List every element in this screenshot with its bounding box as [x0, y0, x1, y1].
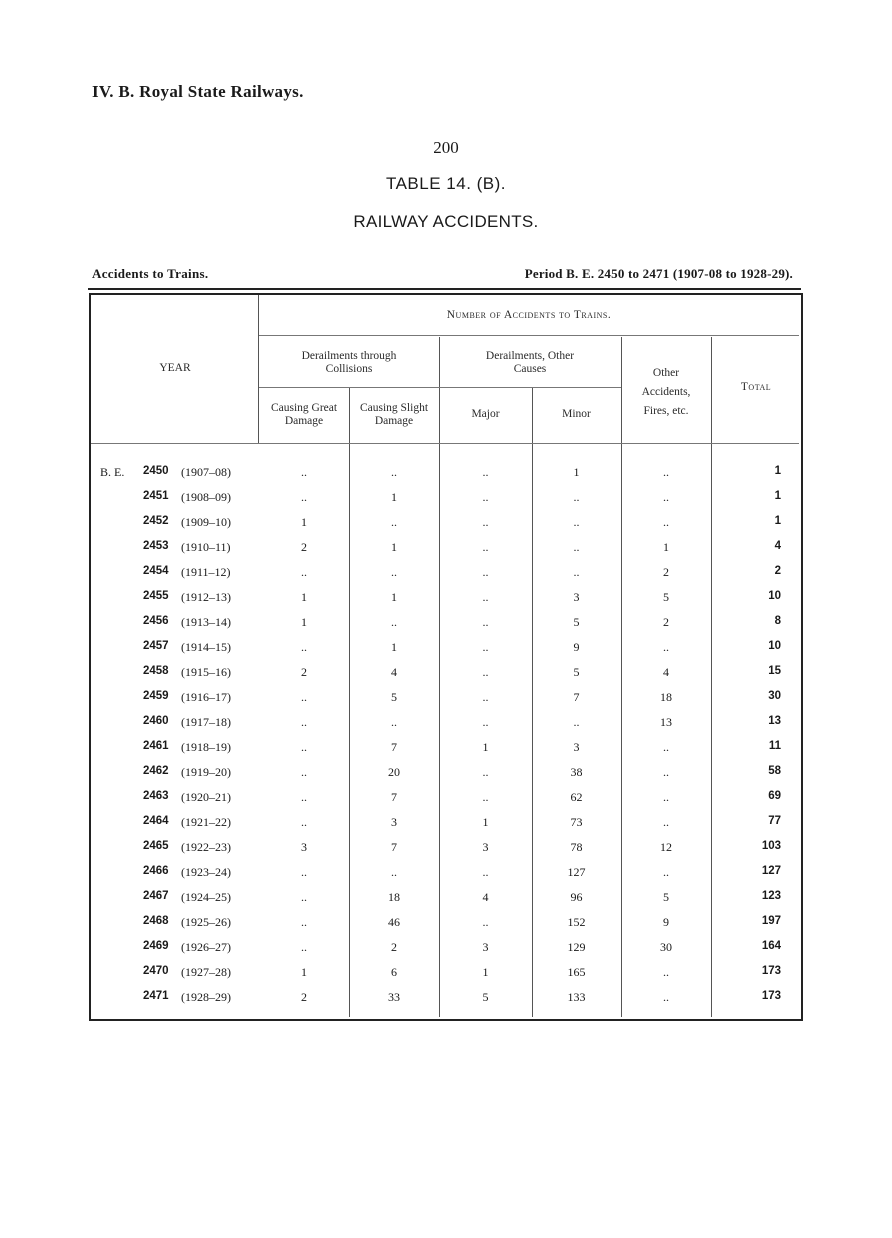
cell-major: .. — [482, 490, 489, 504]
cell-year: 2458 — [143, 665, 169, 677]
table-row — [91, 590, 805, 615]
cell-slight-damage: 1 — [391, 590, 397, 604]
cell-great-damage: .. — [301, 740, 307, 754]
cell-period: (1913–14) — [181, 615, 231, 629]
cell-great-damage: 2 — [301, 665, 307, 679]
table-row — [91, 565, 805, 590]
cell-slight-damage: .. — [391, 715, 397, 729]
cell-minor: 78 — [570, 840, 583, 854]
cell-total: 173 — [761, 990, 781, 1002]
cell-total: 10 — [768, 590, 781, 602]
table-row — [91, 515, 805, 540]
cell-other-accidents: 5 — [663, 890, 669, 904]
header-total: Total — [740, 381, 772, 393]
cell-major: .. — [482, 590, 489, 604]
cell-minor: .. — [573, 515, 580, 529]
header-major: Major — [471, 408, 500, 420]
cell-total: 13 — [768, 715, 781, 727]
table-row — [91, 690, 805, 715]
divider — [91, 443, 799, 444]
cell-other-accidents: .. — [663, 990, 669, 1004]
cell-slight-damage: .. — [391, 865, 397, 879]
cell-period: (1915–16) — [181, 665, 231, 679]
cell-minor: 9 — [573, 640, 580, 654]
header-number-of-accidents: Number of Accidents to Trains. — [446, 309, 612, 321]
cell-slight-damage: 1 — [391, 540, 397, 554]
cell-period: (1928–29) — [181, 990, 231, 1004]
cell-minor: 129 — [567, 940, 586, 954]
cell-period: (1908–09) — [181, 490, 231, 504]
cell-major: .. — [482, 715, 489, 729]
page-number: 200 — [433, 138, 459, 157]
cell-minor: 38 — [570, 765, 583, 779]
cell-other-accidents: .. — [663, 865, 669, 879]
cell-period: (1911–12) — [181, 565, 231, 579]
cell-total: 1 — [774, 490, 781, 502]
table-title: TABLE 14. (B). — [385, 174, 507, 193]
cell-year: 2465 — [143, 840, 169, 852]
cell-other-accidents: .. — [663, 490, 669, 504]
cell-slight-damage: 4 — [391, 665, 397, 679]
cell-great-damage: 2 — [301, 540, 307, 554]
table-row — [91, 465, 805, 490]
cell-period: (1910–11) — [181, 540, 231, 554]
era-prefix: B. E. — [100, 465, 125, 479]
cell-major: .. — [482, 640, 489, 654]
cell-total: 1 — [774, 465, 781, 477]
cell-other-accidents: .. — [663, 740, 669, 754]
divider — [259, 335, 799, 336]
cell-year: 2471 — [143, 990, 169, 1002]
cell-minor: 3 — [573, 590, 580, 604]
cell-year: 2466 — [143, 865, 169, 877]
table-row — [91, 915, 805, 940]
cell-total: 164 — [761, 940, 781, 952]
cell-great-damage: 1 — [301, 515, 307, 529]
cell-slight-damage: .. — [391, 465, 397, 479]
cell-other-accidents: .. — [663, 640, 669, 654]
cell-total: 10 — [768, 640, 781, 652]
cell-major: 5 — [482, 990, 489, 1004]
cell-major: .. — [482, 615, 489, 629]
cell-minor: 5 — [573, 665, 580, 679]
cell-other-accidents: .. — [663, 815, 669, 829]
cell-great-damage: 2 — [301, 990, 307, 1004]
cell-major: 1 — [482, 815, 489, 829]
cell-period: (1921–22) — [181, 815, 231, 829]
cell-major: .. — [482, 915, 489, 929]
section-title: IV. B. Royal State Railways. — [92, 82, 304, 101]
cell-other-accidents: 1 — [663, 540, 669, 554]
cell-total: 11 — [768, 740, 781, 752]
cell-slight-damage: 46 — [388, 915, 400, 929]
table-row — [91, 715, 805, 740]
cell-year: 2461 — [143, 740, 169, 752]
cell-year: 2462 — [143, 765, 169, 777]
cell-year: 2453 — [143, 540, 169, 552]
cell-other-accidents: 12 — [660, 840, 672, 854]
cell-great-damage: .. — [301, 890, 307, 904]
cell-minor: .. — [573, 540, 580, 554]
cell-other-accidents: .. — [663, 515, 669, 529]
cell-minor: 1 — [573, 465, 580, 479]
header-year: YEAR — [159, 362, 191, 374]
cell-period: (1927–28) — [181, 965, 231, 979]
cell-year: 2470 — [143, 965, 169, 977]
table-row — [91, 940, 805, 965]
cell-minor: .. — [573, 715, 580, 729]
cell-period: (1907–08) — [181, 465, 231, 479]
cell-period: (1912–13) — [181, 590, 231, 604]
cell-total: 4 — [774, 540, 781, 552]
cell-minor: 165 — [567, 965, 586, 979]
cell-minor: 133 — [567, 990, 586, 1004]
divider — [259, 387, 621, 388]
cell-year: 2451 — [143, 490, 169, 502]
cell-great-damage: .. — [301, 690, 307, 704]
cell-period: (1925–26) — [181, 915, 231, 929]
cell-slight-damage: 20 — [388, 765, 400, 779]
cell-great-damage: 1 — [301, 615, 307, 629]
cell-total: 127 — [761, 865, 781, 877]
cell-slight-damage: 6 — [391, 965, 397, 979]
cell-other-accidents: 5 — [663, 590, 669, 604]
cell-great-damage: .. — [301, 465, 307, 479]
table-row — [91, 740, 805, 765]
cell-total: 173 — [761, 965, 781, 977]
cell-period: (1909–10) — [181, 515, 231, 529]
cell-great-damage: .. — [301, 490, 307, 504]
cell-major: .. — [482, 565, 489, 579]
cell-major: .. — [482, 790, 489, 804]
cell-year: 2467 — [143, 890, 169, 902]
cell-minor: .. — [573, 565, 580, 579]
cell-major: 1 — [482, 965, 489, 979]
header-other-accidents: Other Accidents, Fires, etc. — [641, 367, 691, 417]
cell-total: 2 — [774, 565, 781, 577]
table-row — [91, 990, 805, 1015]
cell-minor: .. — [573, 490, 580, 504]
cell-year: 2452 — [143, 515, 169, 527]
cell-year: 2468 — [143, 915, 169, 927]
cell-slight-damage: 1 — [391, 640, 397, 654]
cell-major: 3 — [482, 940, 489, 954]
cell-total: 8 — [774, 615, 781, 627]
table-row — [91, 840, 805, 865]
cell-period: (1916–17) — [181, 690, 231, 704]
table-row — [91, 540, 805, 565]
cell-major: .. — [482, 690, 489, 704]
cell-year: 2469 — [143, 940, 169, 952]
cell-slight-damage: 33 — [388, 990, 400, 1004]
cell-other-accidents: 30 — [660, 940, 672, 954]
cell-other-accidents: 2 — [663, 565, 669, 579]
cell-great-damage: .. — [301, 565, 307, 579]
caption-period: Period B. E. 2450 to 2471 (1907-08 to 1928-29). — [524, 266, 793, 281]
cell-great-damage: .. — [301, 815, 307, 829]
top-rule — [88, 288, 801, 290]
cell-period: (1923–24) — [181, 865, 231, 879]
cell-major: 4 — [482, 890, 489, 904]
cell-great-damage: .. — [301, 790, 307, 804]
header-derailments-other: Derailments, Other Causes — [485, 350, 575, 375]
cell-period: (1918–19) — [181, 740, 231, 754]
cell-period: (1922–23) — [181, 840, 231, 854]
cell-minor: 62 — [570, 790, 583, 804]
cell-total: 58 — [768, 765, 781, 777]
cell-minor: 5 — [573, 615, 580, 629]
header-slight-damage: Causing Slight Damage — [359, 402, 429, 427]
accidents-table — [89, 293, 803, 1021]
cell-minor: 152 — [567, 915, 586, 929]
cell-other-accidents: .. — [663, 765, 669, 779]
cell-slight-damage: 18 — [388, 890, 400, 904]
cell-period: (1920–21) — [181, 790, 231, 804]
cell-period: (1919–20) — [181, 765, 231, 779]
table-body — [91, 465, 805, 1015]
cell-major: .. — [482, 540, 489, 554]
cell-great-damage: 3 — [301, 840, 307, 854]
cell-minor: 96 — [570, 890, 583, 904]
cell-great-damage: .. — [301, 715, 307, 729]
cell-total: 77 — [768, 815, 781, 827]
cell-other-accidents: 4 — [663, 665, 669, 679]
cell-other-accidents: .. — [663, 465, 669, 479]
cell-other-accidents: 9 — [663, 915, 669, 929]
cell-slight-damage: 2 — [391, 940, 397, 954]
cell-total: 103 — [761, 840, 781, 852]
cell-major: .. — [482, 515, 489, 529]
cell-great-damage: .. — [301, 865, 307, 879]
header-great-damage: Causing Great Damage — [270, 402, 338, 427]
cell-minor: 127 — [567, 865, 586, 879]
cell-major: .. — [482, 665, 489, 679]
cell-year: 2459 — [143, 690, 169, 702]
cell-slight-damage: 1 — [391, 490, 397, 504]
cell-other-accidents: .. — [663, 965, 669, 979]
caption-accidents-to-trains: Accidents to Trains. — [92, 266, 209, 281]
cell-minor: 7 — [573, 690, 580, 704]
cell-total: 123 — [761, 890, 781, 902]
cell-great-damage: .. — [301, 640, 307, 654]
cell-slight-damage: .. — [391, 515, 397, 529]
cell-year: 2460 — [143, 715, 169, 727]
cell-other-accidents: 18 — [660, 690, 672, 704]
cell-year: 2456 — [143, 615, 169, 627]
cell-major: 1 — [482, 740, 489, 754]
cell-slight-damage: .. — [391, 615, 397, 629]
cell-slight-damage: 3 — [391, 815, 397, 829]
cell-total: 15 — [768, 665, 781, 677]
header-minor: Minor — [562, 408, 591, 420]
cell-period: (1914–15) — [181, 640, 231, 654]
cell-other-accidents: 13 — [660, 715, 672, 729]
cell-major: .. — [482, 465, 489, 479]
cell-great-damage: 1 — [301, 590, 307, 604]
table-row — [91, 965, 805, 990]
cell-great-damage: .. — [301, 915, 307, 929]
cell-great-damage: .. — [301, 765, 307, 779]
cell-major: 3 — [482, 840, 489, 854]
cell-great-damage: .. — [301, 940, 307, 954]
header-derailments-collisions: Derailments through Collisions — [301, 350, 397, 375]
cell-slight-damage: 7 — [391, 740, 397, 754]
cell-slight-damage: 7 — [391, 790, 397, 804]
cell-total: 69 — [768, 790, 781, 802]
cell-slight-damage: 7 — [391, 840, 397, 854]
cell-major: .. — [482, 865, 489, 879]
cell-period: (1917–18) — [181, 715, 231, 729]
cell-minor: 3 — [573, 740, 580, 754]
cell-year: 2457 — [143, 640, 169, 652]
table-row — [91, 640, 805, 665]
table-row — [91, 890, 805, 915]
cell-year: 2464 — [143, 815, 169, 827]
cell-year: 2463 — [143, 790, 169, 802]
cell-slight-damage: .. — [391, 565, 397, 579]
cell-slight-damage: 5 — [391, 690, 397, 704]
cell-period: (1924–25) — [181, 890, 231, 904]
cell-year: 2450 — [143, 465, 169, 477]
cell-period: (1926–27) — [181, 940, 231, 954]
table-subtitle: RAILWAY ACCIDENTS. — [353, 212, 539, 231]
table-row — [91, 765, 805, 790]
cell-minor: 73 — [570, 815, 583, 829]
cell-great-damage: 1 — [301, 965, 307, 979]
cell-year: 2455 — [143, 590, 169, 602]
cell-total: 30 — [768, 690, 781, 702]
cell-major: .. — [482, 765, 489, 779]
table-row — [91, 790, 805, 815]
cell-other-accidents: .. — [663, 790, 669, 804]
cell-total: 1 — [774, 515, 781, 527]
table-row — [91, 865, 805, 890]
cell-year: 2454 — [143, 565, 169, 577]
cell-total: 197 — [761, 915, 781, 927]
table-row — [91, 665, 805, 690]
cell-other-accidents: 2 — [663, 615, 669, 629]
table-row — [91, 815, 805, 840]
table-row — [91, 615, 805, 640]
table-row — [91, 490, 805, 515]
